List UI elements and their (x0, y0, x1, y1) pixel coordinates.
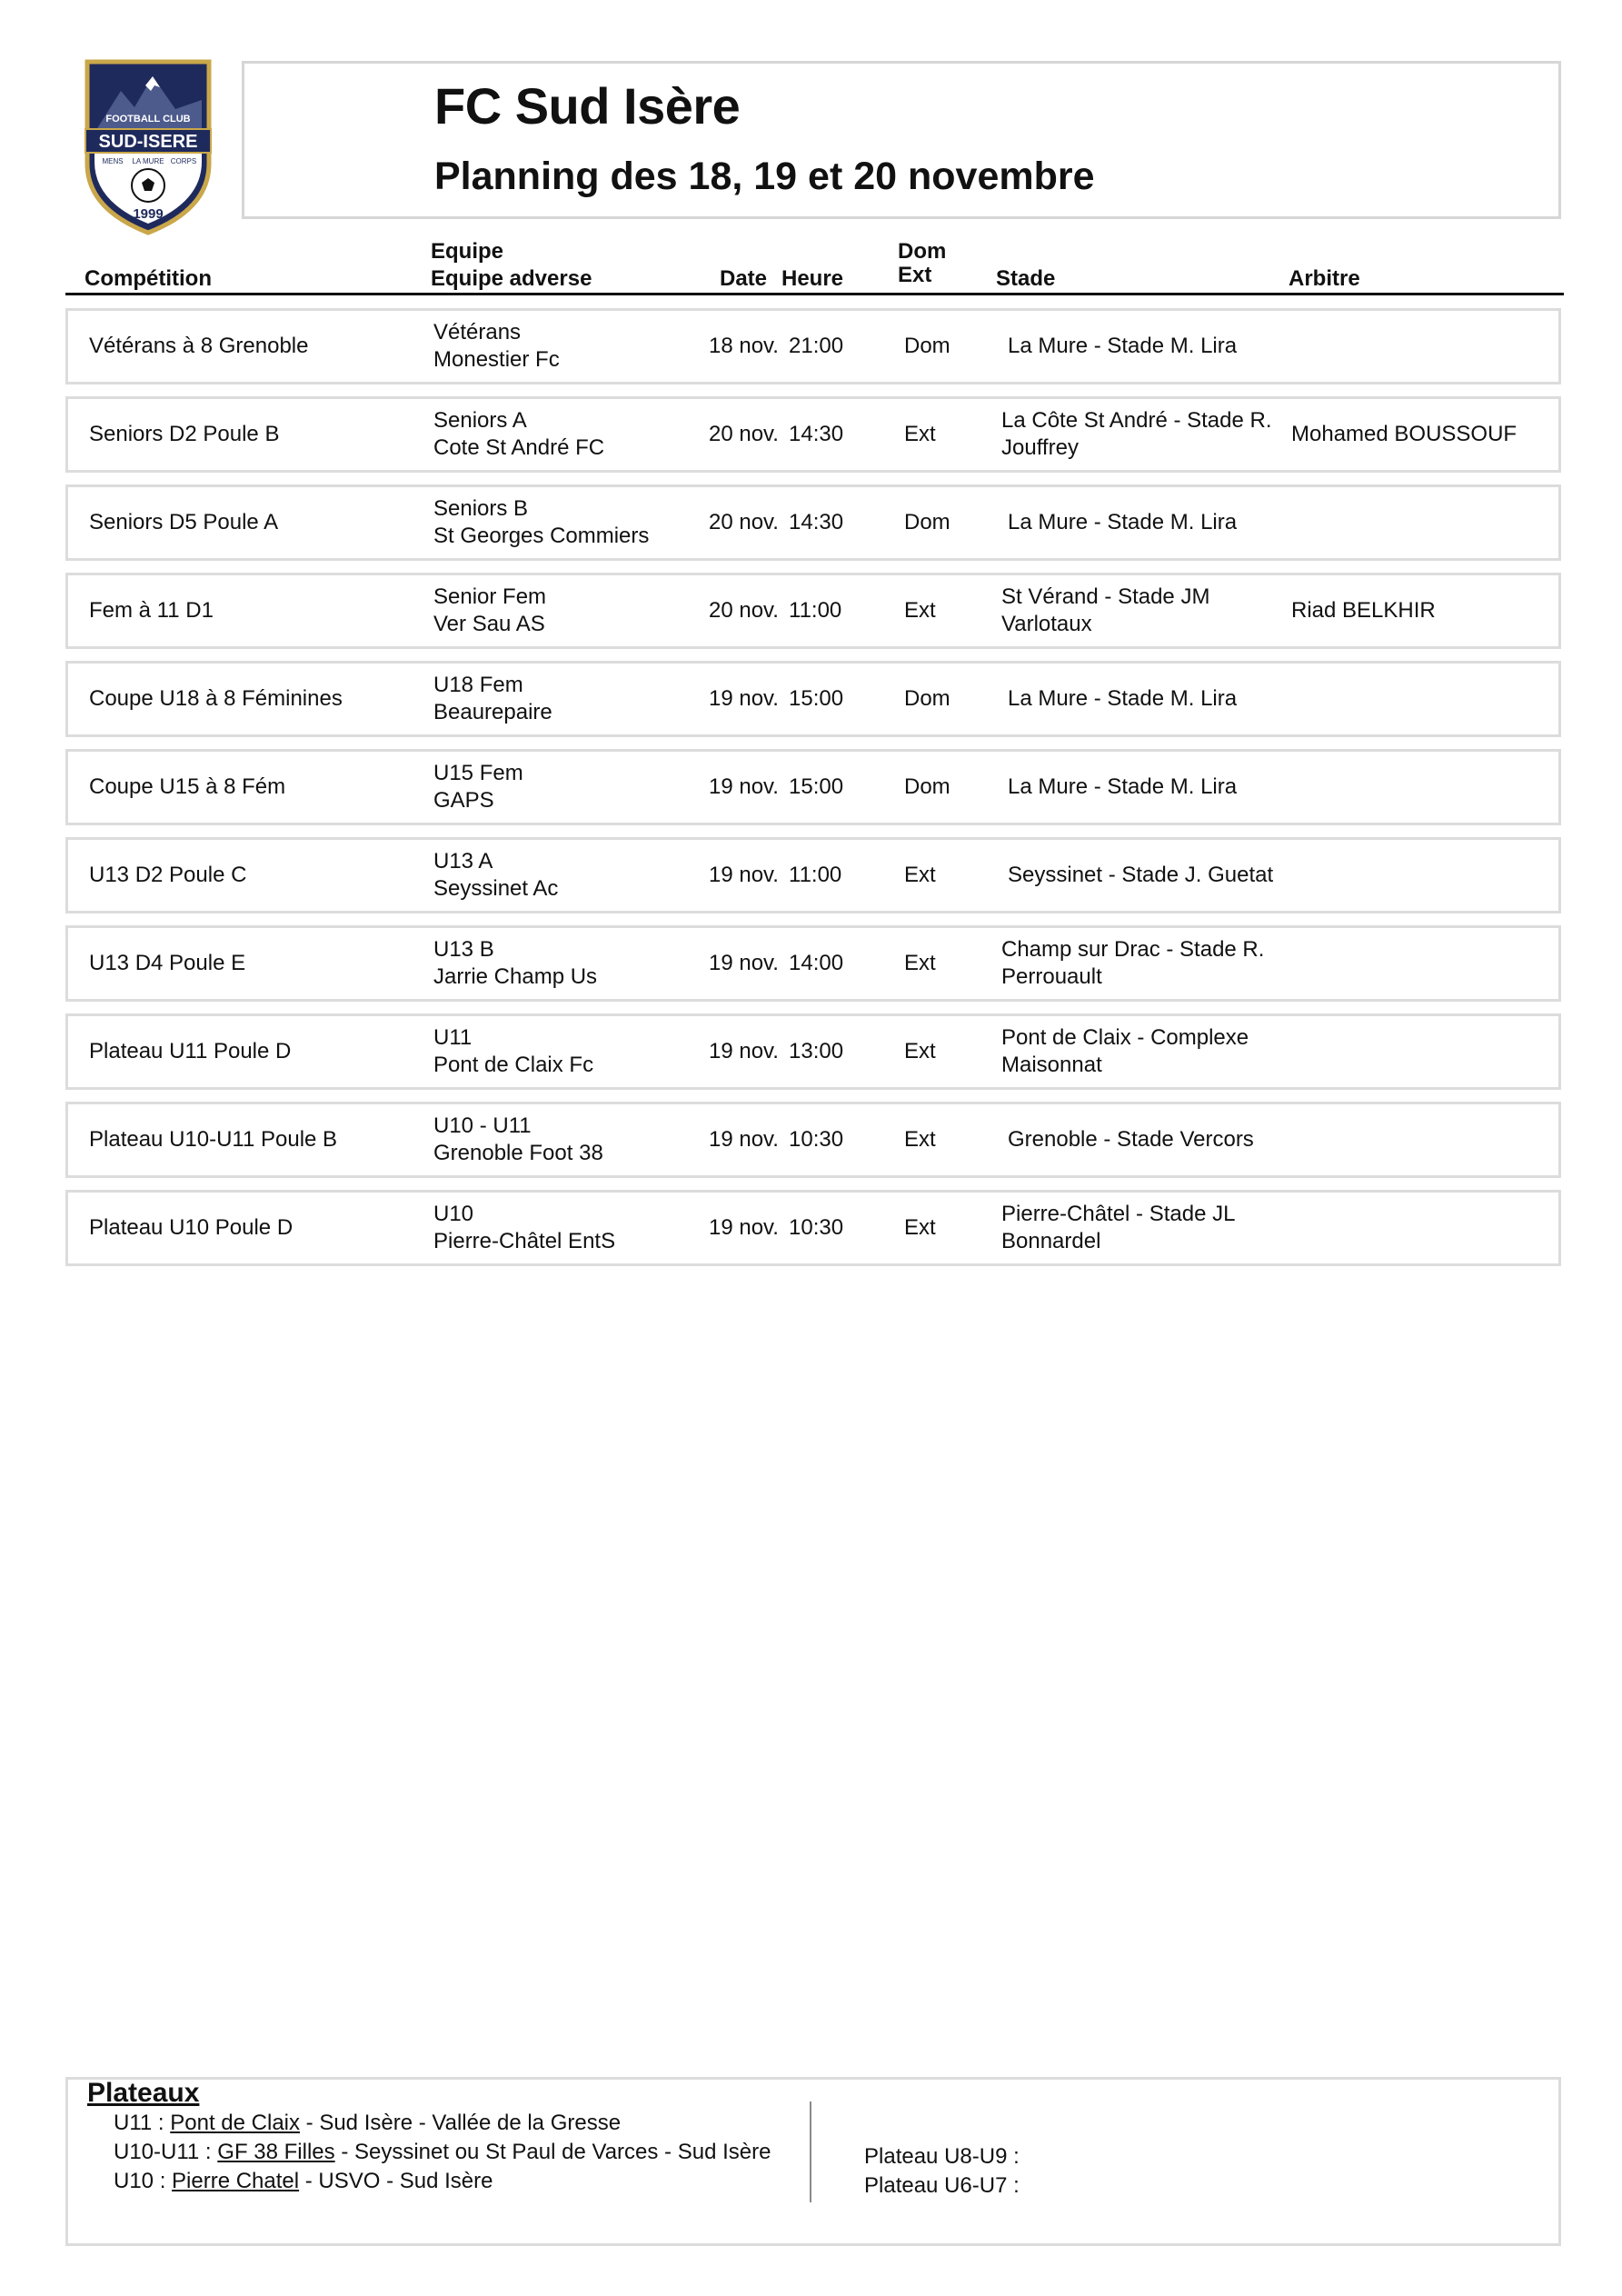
venue-cell: Ext (904, 598, 936, 623)
competition-cell: Plateau U10-U11 Poule B (89, 1127, 338, 1152)
competition-cell: Plateau U11 Poule D (89, 1039, 292, 1063)
stade-cell: La Mure - Stade M. Lira (1008, 686, 1238, 711)
time-cell: 13:00 (789, 1039, 844, 1063)
col-header-equipe: Equipe (431, 239, 504, 264)
team-name: U10 - U11 (433, 1113, 532, 1138)
stade-cell: Grenoble - Stade Vercors (1008, 1127, 1254, 1152)
venue-cell: Dom (904, 510, 950, 534)
match-row (65, 308, 1561, 384)
competition-cell: Seniors D2 Poule B (89, 422, 280, 446)
opponent-name: Jarrie Champ Us (433, 964, 598, 989)
arbitre-cell: Mohamed BOUSSOUF (1291, 422, 1518, 446)
match-row (65, 396, 1561, 473)
team-cell (433, 928, 597, 999)
time-cell: 11:00 (789, 598, 842, 623)
match-row (65, 661, 1561, 737)
team-cell (433, 311, 560, 382)
opponent-name: Cote St André FC (433, 435, 605, 460)
team-name: U10 (433, 1202, 474, 1226)
opponent-name: Grenoble Foot 38 (433, 1141, 603, 1165)
team-cell (433, 399, 604, 470)
plateau-rest: - Seyssinet ou St Paul de Varces - Sud Isère (334, 2140, 771, 2164)
time-cell: 14:30 (789, 422, 844, 446)
col-header-date: Date (720, 266, 768, 291)
stade-cell: La Mure - Stade M. Lira (1008, 510, 1238, 534)
logo-place-2: LA MURE (132, 157, 164, 165)
stade-cell: Seyssinet - Stade J. Guetat (1008, 863, 1274, 887)
venue-cell: Dom (904, 334, 950, 358)
time-cell: 14:30 (789, 510, 844, 534)
opponent-name: Seyssinet Ac (433, 876, 559, 901)
date-cell: 19 nov. (709, 1127, 779, 1152)
stade-cell (1001, 1193, 1301, 1263)
date-cell: 19 nov. (709, 774, 779, 799)
competition-cell: U13 D4 Poule E (89, 951, 246, 975)
team-cell (433, 1104, 603, 1175)
team-cell (433, 575, 546, 646)
plateau-line-u10 (114, 2168, 493, 2195)
competition-cell: Fem à 11 D1 (89, 598, 214, 623)
opponent-name: Pierre-Châtel EntS (433, 1229, 616, 1253)
opponent-name: Monestier Fc (433, 347, 560, 372)
venue-cell: Dom (904, 686, 950, 711)
stade-cell (1001, 399, 1301, 470)
plateau-link-pierre-chatel[interactable]: Pierre Chatel (172, 2169, 300, 2193)
stade-line: St Vérand - Stade JM (1001, 584, 1210, 609)
plateau-u6-u7-label: Plateau U6-U7 : (864, 2173, 1020, 2198)
date-cell: 19 nov. (709, 686, 779, 711)
venue-cell: Ext (904, 1215, 936, 1240)
club-logo (80, 55, 216, 236)
plateau-rest: - Sud Isère - Vallée de la Gresse (300, 2111, 622, 2135)
time-cell: 14:00 (789, 951, 844, 975)
opponent-name: St Georges Commiers (433, 524, 650, 548)
plateau-prefix: U11 : (114, 2111, 171, 2135)
stade-line: Varlotaux (1001, 612, 1092, 636)
date-cell: 20 nov. (709, 510, 779, 534)
date-cell: 19 nov. (709, 863, 779, 887)
stade-line: La Côte St André - Stade R. (1001, 408, 1272, 433)
time-cell: 15:00 (789, 686, 844, 711)
team-name: U13 B (433, 937, 494, 962)
team-name: U11 (433, 1025, 473, 1050)
team-name: U18 Fem (433, 673, 523, 697)
team-cell (433, 664, 552, 734)
plateau-rest: - USVO - Sud Isère (299, 2169, 493, 2193)
team-cell (433, 487, 649, 558)
competition-cell: U13 D2 Poule C (89, 863, 247, 887)
time-cell: 10:30 (789, 1127, 844, 1152)
time-cell: 21:00 (789, 334, 844, 358)
venue-cell: Ext (904, 422, 936, 446)
match-row (65, 484, 1561, 561)
page-title: FC Sud Isère (434, 77, 741, 135)
page-subtitle: Planning des 18, 19 et 20 novembre (434, 155, 1095, 198)
competition-cell: Coupe U18 à 8 Féminines (89, 686, 343, 711)
team-cell (433, 752, 523, 823)
plateau-prefix: U10-U11 : (114, 2140, 218, 2164)
stade-line: Bonnardel (1001, 1229, 1101, 1253)
plateau-link-pont-de-claix[interactable]: Pont de Claix (170, 2111, 300, 2135)
opponent-name: Beaurepaire (433, 700, 552, 724)
time-cell: 10:30 (789, 1215, 844, 1240)
col-header-competition: Compétition (85, 266, 212, 291)
plateau-u8-u9-label: Plateau U8-U9 : (864, 2144, 1020, 2169)
date-cell: 19 nov. (709, 951, 779, 975)
time-cell: 11:00 (789, 863, 842, 887)
venue-cell: Ext (904, 1127, 936, 1152)
venue-cell: Ext (904, 951, 936, 975)
opponent-name: Pont de Claix Fc (433, 1053, 594, 1077)
plateau-line-u11 (114, 2110, 621, 2137)
col-header-equipe-adverse: Equipe adverse (431, 266, 592, 291)
date-cell: 20 nov. (709, 598, 779, 623)
logo-name: SUD-ISERE (98, 132, 198, 152)
plateaux-divider (810, 2101, 811, 2202)
match-row (65, 1013, 1561, 1090)
competition-cell: Coupe U15 à 8 Fém (89, 774, 286, 799)
team-name: Seniors B (433, 496, 529, 521)
stade-line: Maisonnat (1001, 1053, 1102, 1077)
team-cell (433, 1193, 615, 1263)
arbitre-cell: Riad BELKHIR (1291, 598, 1436, 623)
team-name: Senior Fem (433, 584, 547, 609)
team-name: Vétérans (433, 320, 522, 344)
team-cell (433, 1016, 593, 1087)
logo-place-1: MENS (102, 157, 124, 165)
competition-cell: Vétérans à 8 Grenoble (89, 334, 309, 358)
stade-line: Pont de Claix - Complexe (1001, 1025, 1249, 1050)
competition-cell: Seniors D5 Poule A (89, 510, 279, 534)
stade-line: Champ sur Drac - Stade R. (1001, 937, 1265, 962)
opponent-name: Ver Sau AS (433, 612, 545, 636)
logo-year: 1999 (133, 206, 164, 222)
header-rule (65, 293, 1564, 295)
stade-line: Pierre-Châtel - Stade JL (1001, 1202, 1236, 1226)
team-name: U13 A (433, 849, 493, 873)
match-row (65, 573, 1561, 649)
plateaux-title: Plateaux (87, 2078, 200, 2108)
stade-cell: La Mure - Stade M. Lira (1008, 774, 1238, 799)
col-header-stade: Stade (996, 266, 1056, 291)
logo-place-3: CORPS (170, 157, 197, 165)
plateau-prefix: U10 : (114, 2169, 173, 2193)
date-cell: 19 nov. (709, 1215, 779, 1240)
match-row (65, 925, 1561, 1002)
date-cell: 20 nov. (709, 422, 779, 446)
date-cell: 19 nov. (709, 1039, 779, 1063)
team-cell (433, 840, 558, 911)
date-cell: 18 nov. (709, 334, 779, 358)
plateau-link-gf38-filles[interactable]: GF 38 Filles (217, 2140, 335, 2164)
logo-top-text: FOOTBALL CLUB (105, 114, 191, 125)
competition-cell: Plateau U10 Poule D (89, 1215, 294, 1240)
match-row (65, 1102, 1561, 1178)
stade-cell (1001, 1016, 1301, 1087)
col-header-heure: Heure (781, 266, 844, 291)
match-row (65, 837, 1561, 913)
stade-line: Jouffrey (1001, 435, 1079, 460)
stade-line: Perrouault (1001, 964, 1102, 989)
team-name: Seniors A (433, 408, 527, 433)
plateau-line-u10-u11 (114, 2139, 771, 2166)
match-row (65, 1190, 1561, 1266)
col-header-ext: Ext (898, 263, 932, 287)
venue-cell: Ext (904, 1039, 936, 1063)
stade-cell (1001, 575, 1301, 646)
time-cell: 15:00 (789, 774, 844, 799)
stade-cell (1001, 928, 1301, 999)
venue-cell: Ext (904, 863, 936, 887)
opponent-name: GAPS (433, 788, 494, 813)
team-name: U15 Fem (433, 761, 523, 785)
col-header-dom: Dom (898, 239, 947, 264)
col-header-arbitre: Arbitre (1289, 266, 1360, 291)
venue-cell: Dom (904, 774, 950, 799)
stade-cell: La Mure - Stade M. Lira (1008, 334, 1238, 358)
match-row (65, 749, 1561, 825)
